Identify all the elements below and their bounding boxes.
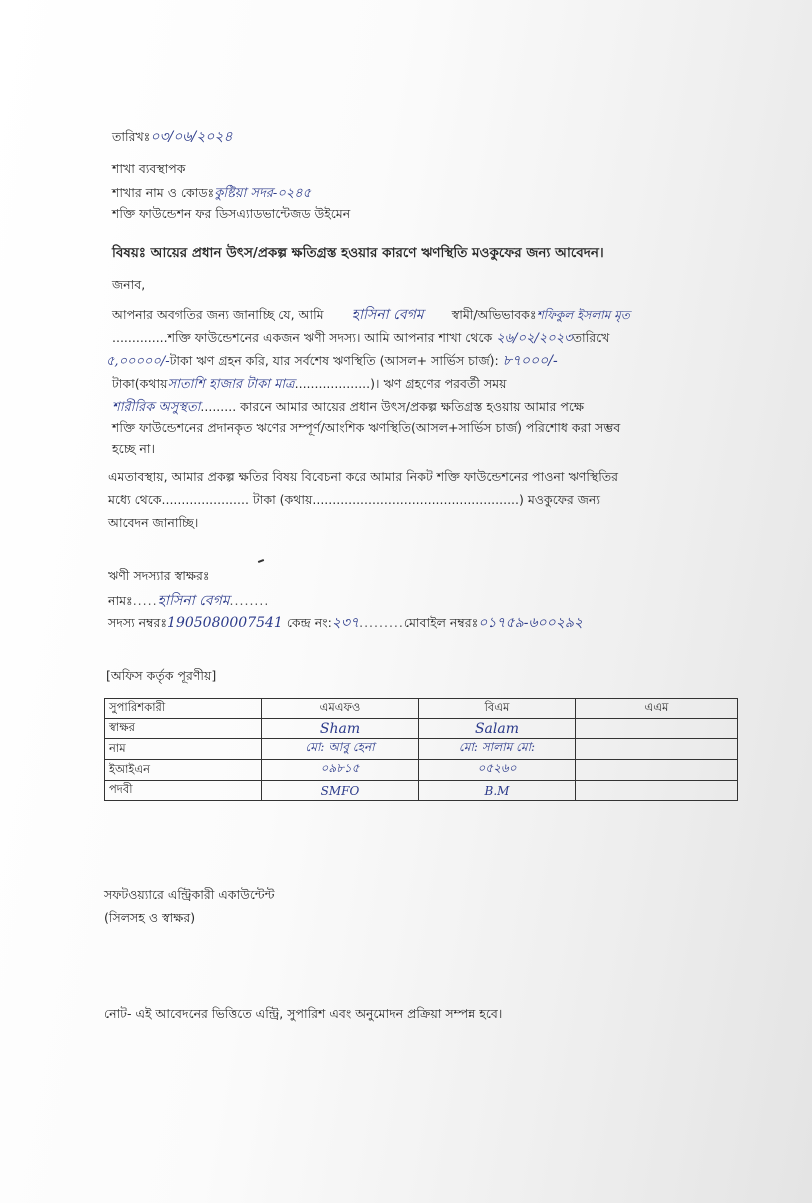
body1-text: টাকা ঋণ গ্রহন করি, যার সর্বশেষ ঋণস্থিতি (আসল+ সার্ভিস চার্জ): — [169, 353, 499, 368]
am-cell — [576, 739, 738, 760]
member-number-value: 1905080007541 — [167, 615, 283, 631]
row-label: নাম — [105, 739, 262, 760]
addressee-line1: শাখা ব্যবস্থাপক — [112, 161, 186, 176]
date-value: ০৩/০৬/২০২৪ — [150, 129, 233, 145]
office-caption: [অফিস কর্তৃক পূরণীয়] — [106, 668, 217, 683]
center-value: ২৩৭ — [331, 615, 360, 631]
body1-line3 — [106, 352, 558, 371]
body1-text: টাকা(কথায় — [112, 376, 168, 391]
member-name-value: হাসিনা বেগম — [157, 593, 230, 609]
bm-cell: B.M — [419, 781, 576, 801]
body1-line4 — [112, 375, 506, 394]
mobile-label: মোবাইল নম্বরঃ — [403, 615, 479, 630]
body2-line2: মধ্যে থেকে...................... টাকা (কথায়....................................................) মওকুফের জন্য — [108, 492, 601, 507]
date-label: তারিখঃ — [112, 129, 151, 144]
salutation: জনাব, — [112, 277, 146, 292]
body2-line3: আবেদন জানাচ্ছি। — [108, 515, 199, 530]
guardian-label: স্বামী/অভিভাবকঃ — [451, 307, 537, 322]
loan-amount: ৫,০০০০০/- — [106, 354, 170, 369]
branch-label: শাখার নাম ও কোডঃ — [112, 185, 215, 200]
balance-amount: ৮৭০০০/- — [502, 353, 558, 369]
damage-reason: শারীরিক অসুস্থতা — [112, 400, 201, 415]
body1-text: ......... কারনে আমার আয়ের প্রধান উৎস/প্রকল্প ক্ষতিগ্রস্ত হওয়ায় আমার পক্ষে — [200, 399, 585, 414]
mfo-cell: SMFO — [262, 781, 419, 801]
subject-line: বিষয়ঃ আয়ের প্রধান উৎস/প্রকল্প ক্ষতিগ্রস্ত হওয়ার কারণে ঋণস্থিতি মওকুফের জন্য আবেদন। — [112, 245, 604, 261]
footer-note: নোট- এই আবেদনের ভিত্তিতে এন্ট্রি, সুপারিশ এবং অনুমোদন প্রক্রিয়া সম্পন্ন হবে। — [104, 1006, 503, 1021]
row-label: পদবী — [105, 781, 262, 801]
body1-text: ..............শক্তি ফাউন্ডেশনের একজন ঋণী সদস্য। আমি আপনার শাখা থেকে — [112, 330, 493, 345]
loan-date: ২৬/০২/২০২৩ — [496, 331, 573, 346]
date-line — [112, 128, 233, 146]
member-number-label: সদস্য নম্বরঃ — [108, 615, 168, 630]
addressee-line2 — [112, 184, 311, 203]
mobile-value: ০১৭৫৯-৬০০২৯২ — [478, 615, 584, 631]
office-table — [104, 698, 738, 801]
balance-words: সাতাশি হাজার টাকা মাত্র — [167, 377, 295, 392]
table-row — [105, 781, 738, 801]
bm-cell: মো: সালাম মো: — [419, 739, 576, 760]
member-number-line: সদস্য নম্বরঃ1905080007541 কেন্দ্র নং:২৩৭.........মোবাইল নম্বরঃ০১৭৫৯-৬০০২৯২ — [108, 615, 584, 631]
mfo-cell: ০৯৮১৫ — [262, 760, 419, 781]
body2-line1: এমতাবস্থায়, আমার প্রকল্প ক্ষতির বিষয় বিবেচনা করে আমার নিকট শক্তি ফাউন্ডেশনের পাওনা ঋণস্থিতির — [108, 469, 619, 484]
body1-line7: হচ্ছে না। — [112, 441, 155, 456]
am-cell — [576, 719, 738, 739]
accountant-line1: সফটওয়্যারে এন্ট্রিকারী একাউন্টেন্ট — [104, 887, 275, 902]
am-cell — [576, 760, 738, 781]
addressee-line3: শক্তি ফাউন্ডেশন ফর ডিসএ্যাডভান্টেজড উইমেন — [112, 206, 351, 221]
member-name-line: নামঃ.....হাসিনা বেগম........ — [108, 593, 270, 609]
body1-text: আপনার অবগতির জন্য জানাচ্ছি যে, আমি — [112, 307, 324, 322]
row-label: স্বাক্ষর — [105, 719, 262, 739]
guardian-name: শফিকুল ইসলাম মৃত — [536, 308, 630, 322]
bm-cell: Salam — [419, 719, 576, 739]
signature-mark — [258, 559, 264, 563]
mfo-cell: Sham — [262, 719, 419, 739]
body1-text: তারিখে — [572, 330, 610, 345]
mfo-cell: মো: আবু হেনা — [262, 739, 419, 760]
body1-line5 — [112, 398, 584, 417]
center-label: কেন্দ্র নং: — [286, 615, 332, 630]
header-recommender: সুপারিশকারী — [105, 699, 262, 719]
table-row — [105, 739, 738, 760]
am-cell — [576, 781, 738, 801]
body1-line1 — [112, 306, 630, 324]
applicant-name: হাসিনা বেগম — [351, 307, 424, 323]
branch-value: কুষ্টিয়া সদর-০২৪৫ — [214, 186, 312, 201]
accountant-line2: (সিলসহ ও স্বাক্ষর) — [104, 910, 196, 925]
table-row — [105, 760, 738, 781]
row-label: ইআইএন — [105, 760, 262, 781]
header-bm: বিএম — [419, 699, 576, 719]
body1-line6: শক্তি ফাউন্ডেশনের প্রদানকৃত ঋণের সম্পূর্ণ/আংশিক ঋণস্থিতি(আসল+সার্ভিস চার্জ) পরিশোধ করা সম্ভব — [112, 420, 621, 435]
header-am: এএম — [576, 699, 738, 719]
member-name-label: নামঃ — [108, 593, 133, 608]
member-signature-label: ঋণী সদস্যার স্বাক্ষরঃ — [108, 568, 210, 583]
bm-cell: ০৫২৬০ — [419, 760, 576, 781]
body1-text: ...................)। ঋণ গ্রহণের পরবর্তী সময় — [294, 376, 507, 391]
body1-line2 — [112, 329, 609, 348]
header-mfo: এমএফও — [262, 699, 419, 719]
office-header-row — [105, 699, 738, 719]
table-row — [105, 719, 738, 739]
